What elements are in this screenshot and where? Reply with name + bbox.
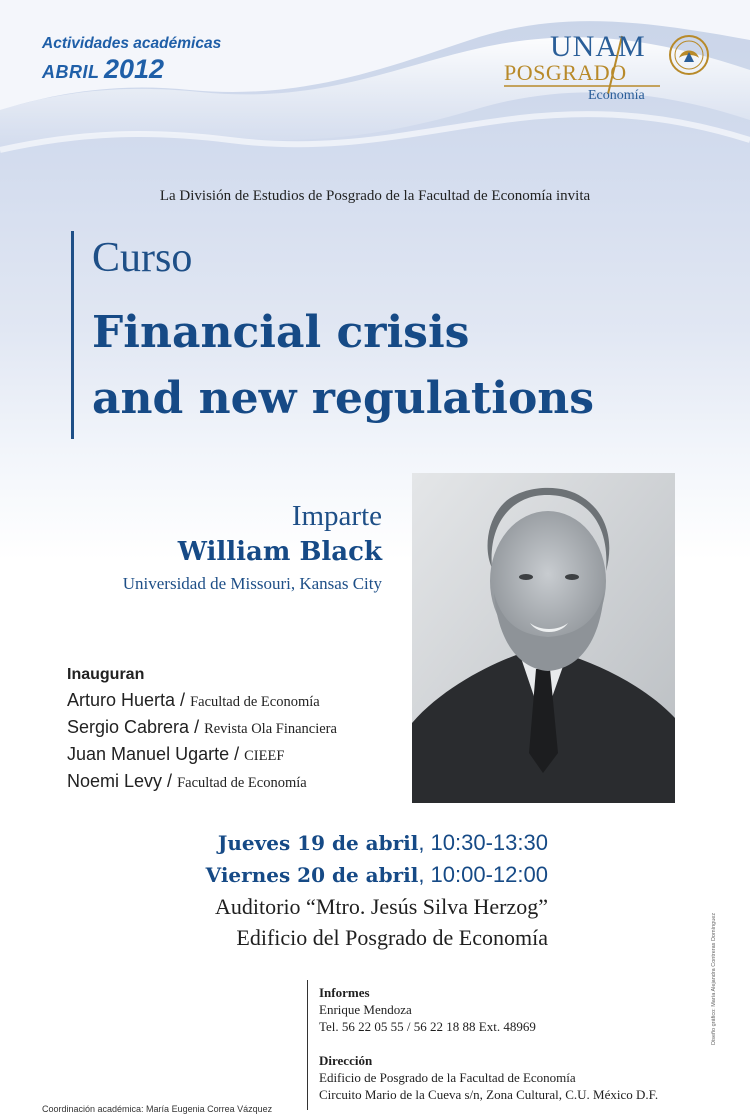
informes-title: Informes <box>319 985 370 1000</box>
inauguration-title: Inauguran <box>67 666 145 683</box>
info-spacer <box>319 1035 658 1052</box>
schedule-time: , 10:30-13:30 <box>418 830 548 855</box>
inaugurator-separator: / <box>189 717 205 737</box>
speaker-intro: Imparte <box>291 500 382 532</box>
info-block <box>319 984 658 1103</box>
venue-line-1: Auditorio “Mtro. Jesús Silva Herzog” <box>215 894 548 919</box>
inaugurator-separator: / <box>175 690 191 710</box>
schedule-day-1 <box>206 827 548 859</box>
inaugurator-affiliation: CIEEF <box>244 748 285 764</box>
schedule-block <box>206 827 548 953</box>
logo-unam-text: UNAM <box>550 30 646 63</box>
logo-economia-text: Economía <box>588 88 645 103</box>
course-kind: Curso <box>92 235 193 281</box>
series-year: 2012 <box>103 54 165 84</box>
series-title: Actividades académicas <box>42 35 222 52</box>
contact-phone: Tel. 56 22 05 55 / 56 22 18 88 Ext. 48969 <box>319 1019 536 1034</box>
direccion-title: Dirección <box>319 1053 373 1068</box>
inaugurator-name: Juan Manuel Ugarte <box>67 744 230 764</box>
speaker-portrait-photo <box>412 473 675 803</box>
inauguration-list <box>67 688 337 796</box>
unam-posgrado-logo <box>500 28 715 108</box>
list-item <box>67 769 337 796</box>
course-title-line-2: and new regulations <box>92 373 595 424</box>
schedule-time: , 10:00-12:00 <box>418 862 548 887</box>
portrait-illustration <box>412 473 675 803</box>
list-item <box>67 688 337 715</box>
inaugurator-name: Arturo Huerta <box>67 690 176 710</box>
course-title <box>92 300 742 432</box>
address-line-1: Edificio de Posgrado de la Facultad de Economía <box>319 1070 576 1085</box>
coordination-credit: Coordinación académica: María Eugenia Correa Vázquez <box>42 1104 273 1114</box>
speaker-affiliation: Universidad de Missouri, Kansas City <box>122 574 382 593</box>
inaugurator-affiliation: Facultad de Economía <box>177 775 307 791</box>
inaugurator-name: Noemi Levy <box>67 771 163 791</box>
inaugurator-affiliation: Facultad de Economía <box>190 694 320 710</box>
series-month: ABRIL <box>42 62 100 82</box>
schedule-day-label: Jueves 19 de abril <box>217 831 419 855</box>
inaugurator-separator: / <box>229 744 245 764</box>
design-credit: Diseño gráfico: María Alejandra Contreras Domínguez <box>711 912 717 1045</box>
series-date <box>42 54 164 85</box>
list-item <box>67 715 337 742</box>
inaugurator-separator: / <box>162 771 178 791</box>
schedule-day-2 <box>206 859 548 891</box>
speaker-name: William Black <box>177 537 382 567</box>
invitation-line: La División de Estudios de Posgrado de la Facultad de Economía invita <box>159 188 591 204</box>
inaugurator-affiliation: Revista Ola Financiera <box>204 721 337 737</box>
course-title-line-1: Financial crisis <box>92 307 470 358</box>
info-divider <box>307 980 308 1110</box>
venue-line-2: Edificio del Posgrado de Economía <box>236 925 548 950</box>
title-accent-bar <box>71 231 74 439</box>
logo-posgrado-text: POSGRADO <box>504 60 627 85</box>
schedule-day-label: Viernes 20 de abril <box>205 863 419 887</box>
list-item <box>67 742 337 769</box>
address-line-2: Circuito Mario de la Cueva s/n, Zona Cultural, C.U. México D.F. <box>319 1087 659 1102</box>
inaugurator-name: Sergio Cabrera <box>67 717 190 737</box>
unam-crest-icon <box>668 34 710 76</box>
contact-name: Enrique Mendoza <box>319 1002 412 1017</box>
